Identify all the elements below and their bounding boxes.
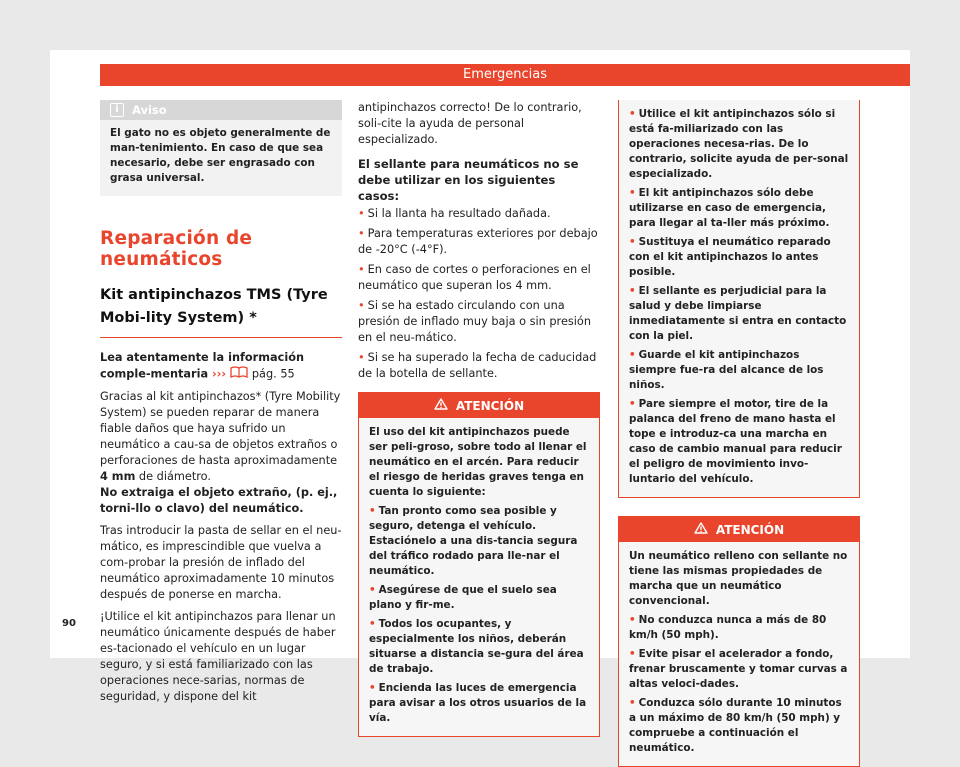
paragraph-1-end: de diámetro.	[135, 470, 211, 483]
list-item: • En caso de cortes o perforaciones en el neumático que superan los 4 mm.	[358, 263, 591, 292]
warning-box-2	[618, 516, 860, 767]
list-item: • Utilice el kit antipinchazos sólo si está fa-miliarizado con las operaciones necesa-rias. De lo contrario, solicite ayuda de per-sonal especializado.	[629, 108, 849, 180]
list-item: • Guarde el kit antipinchazos siempre fue-ra del alcance de los niños.	[629, 349, 824, 391]
column-right	[618, 100, 860, 767]
paragraph-1-warning: No extraiga el objeto extraño, (p. ej., torni-llo o clavo) del neumático.	[100, 486, 338, 515]
list-item: • Si la llanta ha resultado dañada.	[358, 207, 551, 220]
note-box	[100, 100, 342, 196]
list-item: • Todos los ocupantes, y especialmente los niños, deberán situarse a distancia se-gura del área de trabajo.	[369, 618, 584, 675]
page-number: 90	[62, 618, 76, 629]
warning-title-2: ATENCIÓN	[715, 522, 785, 537]
column-left	[100, 100, 342, 705]
note-text: El gato no es objeto generalmente de man-tenimiento. En caso de que sea necesario, debe ser engrasado con grasa universal.	[110, 127, 331, 184]
diameter-value: 4 mm	[100, 470, 136, 483]
page-header: Emergencias	[100, 64, 910, 86]
list-item: • Sustituya el neumático reparado con el kit antipinchazos lo antes posible.	[629, 236, 831, 278]
warning-triangle-icon	[434, 398, 448, 413]
warning-box-1-continued	[618, 100, 860, 498]
info-icon: i	[110, 103, 124, 117]
list-item: • Conduzca sólo durante 10 minutos a un máximo de 80 km/h (50 mph) y compruebe a continuación el neumático.	[629, 697, 842, 754]
intro-lead: Lea atentamente la información comple-mentaria	[100, 351, 304, 381]
warning-header-1	[359, 393, 599, 418]
list-item: • Evite pisar el acelerador a fondo, frenar bruscamente y tomar curvas a altas veloci-dades.	[629, 648, 848, 690]
list-item: • Si se ha superado la fecha de caducidad de la botella de sellante.	[358, 351, 597, 380]
sealant-heading: El sellante para neumáticos no se debe utilizar en los siguientes casos:	[358, 157, 579, 203]
column-middle	[358, 100, 600, 737]
warning-body-1	[359, 418, 599, 736]
page-reference[interactable]: pág. 55	[251, 367, 295, 381]
warning-intro-1: El uso del kit antipinchazos puede ser peli-groso, sobre todo al llenar el neumático en el arcén. Para reducir el riesgo de heridas graves tenga en cuenta lo siguiente:	[369, 426, 587, 498]
list-item: • Si se ha estado circulando con una presión de inflado muy baja o sin presión en el neu-mático.	[358, 299, 592, 344]
paragraph-1	[100, 389, 342, 485]
list-item: • Encienda las luces de emergencia para avisar a los otros usuarios de la vía.	[369, 682, 587, 724]
section-title: Reparación de neumáticos	[100, 228, 253, 270]
paragraph-4: antipinchazos correcto! De lo contrario, soli-cite la ayuda de personal especializado.	[358, 101, 582, 146]
page	[50, 50, 910, 754]
warning-title-1: ATENCIÓN	[455, 398, 525, 413]
paragraph-1-text: Gracias al kit antipinchazos* (Tyre Mobility System) se pueden reparar de manera fiable daños que haya sufrido un neumático a cau-sa de objetos extraños o perforaciones de hasta aproximadamente	[100, 390, 341, 467]
list-item: • Pare siempre el motor, tire de la palanca del freno de mano hasta el tope e introduz-ca una marcha en caso de cambio manual para reducir el peligro de movimiento invo-luntario del vehículo.	[629, 398, 842, 485]
sealant-list	[358, 206, 600, 382]
note-header	[100, 100, 342, 120]
warning-body-1-continued	[619, 100, 859, 497]
warning-body-2	[619, 542, 859, 766]
book-icon	[230, 366, 248, 383]
list-item: • El kit antipinchazos sólo debe utilizarse en caso de emergencia, para llegar al ta-ller más próximo.	[629, 187, 830, 229]
list-item: • Asegúrese de que el suelo sea plano y fir-me.	[369, 584, 557, 611]
warning-box-1	[358, 392, 600, 737]
warning-triangle-icon	[694, 522, 708, 537]
paragraph-3: ¡Utilice el kit antipinchazos para llenar un neumático únicamente después de haber es-tacionado el vehículo en un lugar seguro, y si está familiarizado con las operaciones nece-sarias, normas de seguridad, y dispone del kit	[100, 610, 336, 703]
title-rule	[100, 337, 342, 338]
paragraph-2: Tras introducir la pasta de sellar en el neu-mático, es imprescindible que vuelva a com-probar la presión de inflado del neumático aproximadamente 10 minutos después de ponerse en marcha.	[100, 524, 342, 601]
warning-header-2	[619, 517, 859, 542]
list-item: • El sellante es perjudicial para la salud y debe limpiarse inmediatamente si entra en contacto con la piel.	[629, 285, 847, 342]
intro-paragraph	[100, 350, 342, 383]
note-title: Aviso	[132, 103, 167, 117]
section-subtitle: Kit antipinchazos TMS (Tyre Mobi-lity System) *	[100, 287, 328, 326]
ref-arrows: ›››	[212, 367, 227, 381]
list-item: • Para temperaturas exteriores por debajo de -20°C (-4°F).	[358, 227, 598, 256]
list-item: • Tan pronto como sea posible y seguro, detenga el vehículo. Estaciónelo a una dis-tancia segura del tráfico rodado para lle-nar el neumático.	[369, 505, 578, 577]
warning-intro-2: Un neumático relleno con sellante no tiene las mismas propiedades de marcha que un neumático convencional.	[629, 550, 848, 607]
list-item: • No conduzca nunca a más de 80 km/h (50 mph).	[629, 614, 827, 641]
